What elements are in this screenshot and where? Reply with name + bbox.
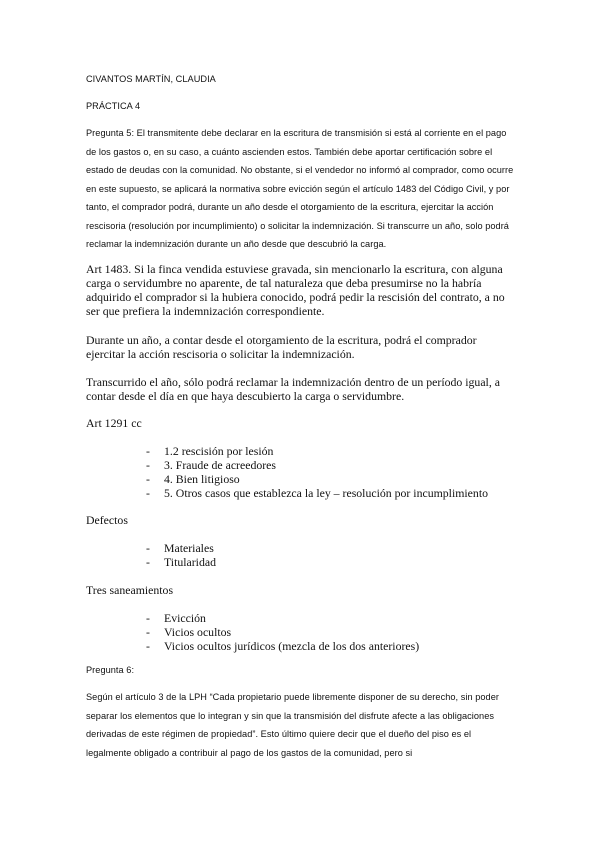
article-1483-paragraph-1: Art 1483. Si la finca vendida estuviese gravada, sin mencionarlo la escritura, con alguna carga o servidumbre no aparente, de tal naturaleza que deba presumirse no la habría adquirido el comprador si la hubiera conocido, podrá pedir la rescisión del contrato, a no ser que prefiera la indemnización correspondiente. [86,262,505,318]
question-5-label: Pregunta 5: [86,128,135,138]
author-name: CIVANTOS MARTÍN, CLAUDIA [86,74,216,84]
question-6-text: Según el artículo 3 de la LPH “Cada propietario puede libremente disponer de su derecho, sin poder separar los elementos que lo integran y sin que la transmisión del disfrute afecte a las obligaciones derivadas de este régimen de propiedad”. Esto último quiere decir que el dueño del piso es el legalmente obligado a contribuir al pago de los gastos de la comunidad, pero si [86,692,499,758]
article-1483-paragraph-2: Durante un año, a contar desde el otorgamiento de la escritura, podrá el comprador ejercitar la acción rescisoria o solicitar la indemnización. [86,333,477,361]
article-1483-paragraph-3: Transcurrido el año, sólo podrá reclamar la indemnización dentro de un período igual, a contar desde el día en que haya descubierto la carga o servidumbre. [86,375,500,403]
practice-title: PRÁCTICA 4 [86,101,141,111]
defectos-list [86,541,516,569]
list-item: - 4. Bien litigioso [86,472,516,486]
question-5-text: El transmitente debe declarar en la escritura de transmisión si está al corriente en el pago de los gastos o, en su caso, a cuánto ascienden estos. También debe aportar certificación sobre el estado de deudas con la comunidad. No obstante, si el vendedor no informó al comprador, como ocurre en este supuesto, se aplicará la normativa sobre evicción según el artículo 1483 del Código Civil, y por tanto, el comprador podrá, durante un año desde el otorgamiento de la escritura, ejercitar la acción rescisoria (resolución por incumplimiento) o solicitar la indemnización. Si transcurre un año, solo podrá reclamar la indemnización durante un año desde que descubrió la carga. [86,128,514,249]
article-1291-heading: Art 1291 cc [86,416,142,430]
list-item: - 3. Fraude de acreedores [86,458,516,472]
list-item: - 5. Otros casos que establezca la ley – resolución por incumplimiento [86,486,516,500]
question-6-label: Pregunta 6: [86,665,135,675]
defectos-heading: Defectos [86,513,128,527]
article-1291-list [86,444,516,500]
list-item: - 1.2 rescisión por lesión [86,444,516,458]
question-5-answer [86,124,518,254]
list-item: - Vicios ocultos [86,625,516,639]
list-item: - Materiales [86,541,516,555]
list-item: - Vicios ocultos jurídicos (mezcla de los dos anteriores) [86,639,516,653]
saneamientos-heading: Tres saneamientos [86,583,174,597]
saneamientos-list [86,611,516,653]
list-item: - Titularidad [86,555,516,569]
list-item: - Evicción [86,611,516,625]
